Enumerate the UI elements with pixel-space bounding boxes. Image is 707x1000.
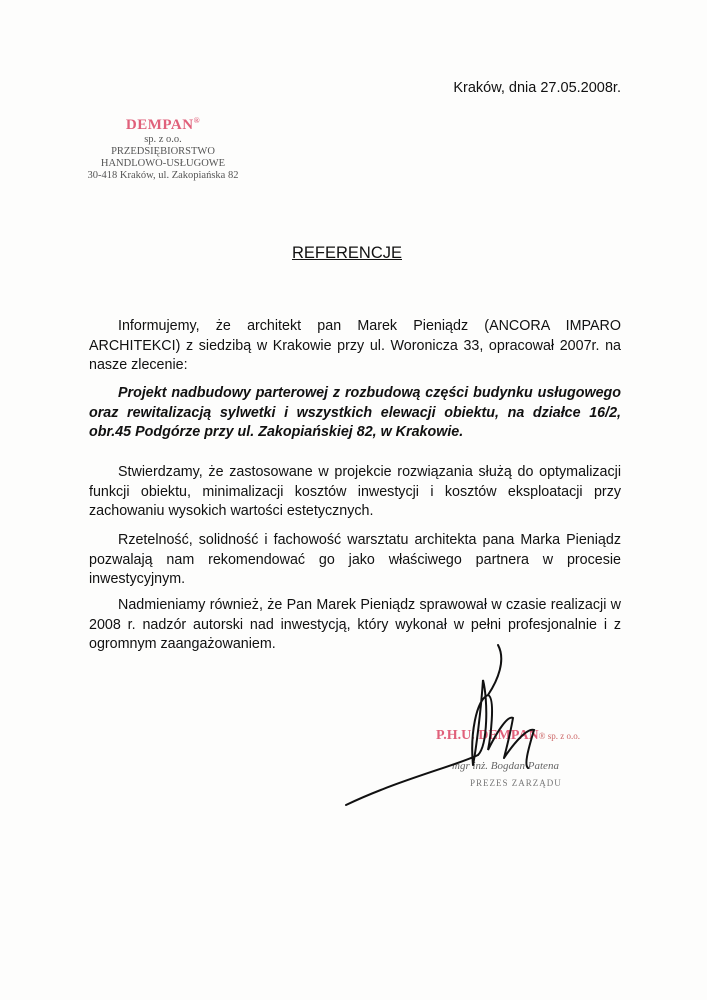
signatory-name: mgr inż. Bogdan Patena [452,760,559,772]
paragraph-supervision: Nadmieniamy również, że Pan Marek Pieniądz sprawował w czasie realizacji w 2008 r. nadzór autorski nad inwestycją, który wykonał w pełni profesjonalnie i z ogromnym zaangażowaniem. [89,597,621,652]
handwritten-signature [338,640,588,820]
paragraph-statement: Stwierdzamy, że zastosowane w projekcie rozwiązania służą do optymalizacji funkcji obiektu, minimalizacji kosztów inwestycji i kosztów eksploatacji przy zachowaniu wysokich wartości estetycznych. [89,464,621,519]
paragraph-project: Projekt nadbudowy parterowej z rozbudową części budynku usługowego oraz rewitalizacją sylwetki i wszystkich elewacji obiektu, na działce 16/2, obr.45 Podgórze przy ul. Zakopiańskiej 82, w Krakowie. [89,385,621,440]
paragraph-intro: Informujemy, że architekt pan Marek Pieniądz (ANCORA IMPARO ARCHITEKCI) z siedzibą w Krakowie przy ul. Woronicza 33, opracował 2007r. na nasze zlecenie: [89,318,621,373]
stamp-line-type: PRZEDSIĘBIORSTWO [111,146,215,157]
stamp-line-legal-form: sp. z o.o. [144,134,182,145]
signatory-role: PREZES ZARZĄDU [470,778,562,788]
letter-date: Kraków, dnia 27.05.2008r. [453,80,621,96]
signature-company-stamp: P.H.U. DEMPAN® sp. z o.o. [436,728,581,743]
stamp-line-category: HANDLOWO-USŁUGOWE [100,158,226,169]
stamp-brand: DEMPAN® [125,116,201,133]
paragraph-recommendation: Rzetelność, solidność i fachowość warsztatu architekta pana Marka Pieniądz pozwalają nam rekomendować go jako właściwego partnera w procesie inwestycyjnym. [89,532,621,587]
company-header-stamp [80,116,246,182]
stamp-line-address: 30-418 Kraków, ul. Zakopiańska 82 [87,170,239,181]
letter-title: REFERENCJE [291,244,402,262]
